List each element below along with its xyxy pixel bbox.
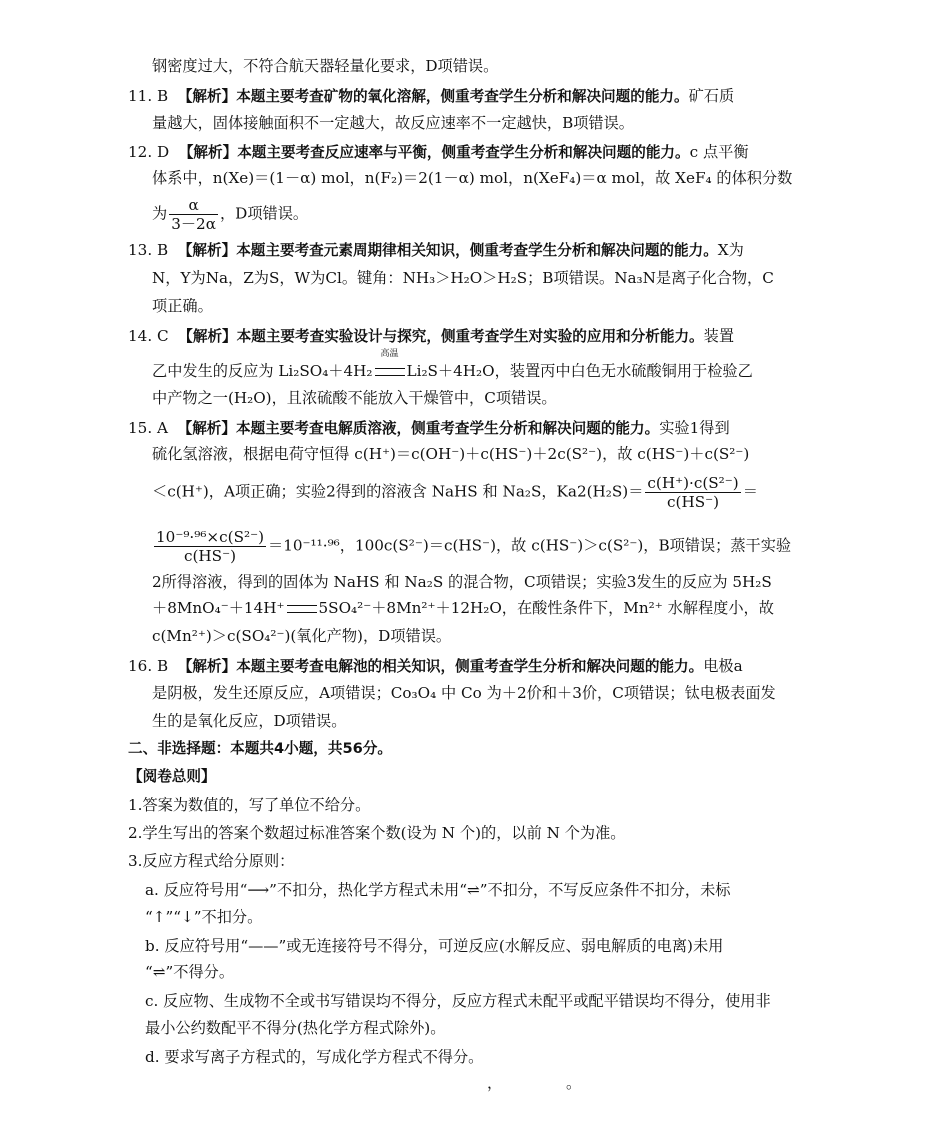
question-number: 16. B bbox=[128, 657, 169, 675]
text: 矿石质 bbox=[688, 87, 735, 105]
text-line: 生的是氧化反应，D项错误。 bbox=[152, 712, 347, 730]
text-line: 体系中，n(Xe)＝(1－α) mol，n(F₂)＝2(1－α) mol，n(XeF₄)＝α mol，故 XeF₄ 的体积分数 bbox=[152, 169, 793, 187]
question-13 bbox=[128, 240, 744, 261]
rule-subitem: “↑”“↓”不扣分。 bbox=[145, 908, 263, 926]
text-line: 钢密度过大，不符合航天器轻量化要求，D项错误。 bbox=[152, 57, 499, 75]
text: c 点平衡 bbox=[689, 143, 749, 161]
question-16 bbox=[128, 656, 743, 677]
reaction-arrow bbox=[373, 349, 407, 381]
text-line-fraction bbox=[152, 474, 758, 511]
rule-item: 3.反应方程式给分原则： bbox=[128, 852, 295, 870]
text-line: c(Mn²⁺)＞c(SO₄²⁻)(氧化产物)，D项错误。 bbox=[152, 627, 452, 645]
section-heading: 二、非选择题：本题共4小题，共56分。 bbox=[128, 740, 392, 757]
rule-item: 1.答案为数值的，写了单位不给分。 bbox=[128, 796, 371, 814]
text: ＜c(H⁺)，A项正确；实验2得到的溶液含 NaHS 和 Na₂S，Ka2(H₂S)＝ bbox=[152, 482, 644, 501]
fraction bbox=[169, 196, 218, 233]
rule-item: 2.学生写出的答案个数超过标准答案个数(设为 N 个)的，以前 N 个为准。 bbox=[128, 824, 626, 842]
text: ，D项错误。 bbox=[219, 204, 309, 223]
text-line: 2所得溶液，得到的固体为 NaHS 和 Na₂S 的混合物，C项错误；实验3发生的反应为 5H₂S bbox=[152, 573, 772, 591]
analysis-heading: 【解析】本题主要考查矿物的氧化溶解，侧重考查学生分析和解决问题的能力。 bbox=[177, 88, 689, 105]
text: 实验1得到 bbox=[659, 419, 730, 437]
question-11 bbox=[128, 86, 734, 107]
footer-mark: ， bbox=[487, 1074, 503, 1092]
rules-title: 【阅卷总则】 bbox=[128, 768, 216, 785]
text-line-equation bbox=[152, 598, 774, 618]
rule-subitem: d. 要求写离子方程式的，写成化学方程式不得分。 bbox=[145, 1048, 484, 1066]
question-14 bbox=[128, 326, 734, 347]
question-12 bbox=[128, 142, 749, 163]
text: 装置 bbox=[703, 327, 735, 345]
footer-mark: 。 bbox=[566, 1074, 582, 1092]
numerator: 10⁻⁹·⁹⁶×c(S²⁻) bbox=[156, 528, 265, 546]
text: ＝ bbox=[742, 482, 758, 501]
text-line-equation bbox=[152, 349, 753, 381]
denominator: c(HS⁻) bbox=[667, 493, 720, 511]
question-number: 11. B bbox=[128, 87, 169, 105]
text-line: 量越大，固体接触面积不一定越大，故反应速率不一定越快，B项错误。 bbox=[152, 114, 634, 132]
text: Li₂S＋4H₂O，装置丙中白色无水硫酸铜用于检验乙 bbox=[406, 362, 753, 380]
analysis-heading: 【解析】本题主要考查元素周期律相关知识，侧重考查学生分析和解决问题的能力。 bbox=[177, 242, 718, 259]
equals-sign bbox=[287, 605, 317, 613]
text-line-fraction bbox=[152, 528, 791, 565]
text: ＋8MnO₄⁻＋14H⁺ bbox=[152, 599, 285, 617]
text-line: 是阴极，发生还原反应，A项错误；Co₃O₄ 中 Co 为＋2价和＋3价，C项错误；钛电极表面发 bbox=[152, 684, 776, 702]
rule-subitem: a. 反应符号用“⟶”不扣分，热化学方程式未用“⇌”不扣分，不写反应条件不扣分，未标 bbox=[145, 881, 731, 899]
denominator: 3－2α bbox=[171, 215, 216, 233]
text-line: 硫化氢溶液，根据电荷守恒得 c(H⁺)＝c(OH⁻)＋c(HS⁻)＋2c(S²⁻)，故 c(HS⁻)＋c(S²⁻) bbox=[152, 445, 750, 463]
analysis-heading: 【解析】本题主要考查电解质溶液，侧重考查学生分析和解决问题的能力。 bbox=[177, 420, 660, 437]
numerator: c(H⁺)·c(S²⁻) bbox=[647, 474, 739, 492]
rule-subitem: c. 反应物、生成物不全或书写错误均不得分，反应方程式未配平或配平错误均不得分，使用非 bbox=[145, 992, 771, 1010]
fraction bbox=[645, 474, 740, 511]
question-number: 13. B bbox=[128, 241, 169, 259]
text: X为 bbox=[717, 241, 744, 259]
numerator: α bbox=[169, 196, 218, 215]
text: 为 bbox=[152, 204, 168, 223]
text-line: 中产物之一(H₂O)，且浓硫酸不能放入干燥管中，C项错误。 bbox=[152, 389, 557, 407]
fraction bbox=[154, 528, 266, 565]
question-number: 14. C bbox=[128, 327, 169, 345]
rule-subitem: b. 反应符号用“——”或无连接符号不得分，可逆反应(水解反应、弱电解质的电离)未用 bbox=[145, 937, 724, 955]
analysis-heading: 【解析】本题主要考查反应速率与平衡，侧重考查学生分析和解决问题的能力。 bbox=[178, 144, 690, 161]
text-line: N，Y为Na，Z为S，W为Cl。键角：NH₃＞H₂O＞H₂S；B项错误。Na₃N是离子化合物，C bbox=[152, 269, 774, 287]
question-number: 15. A bbox=[128, 419, 168, 437]
analysis-heading: 【解析】本题主要考查电解池的相关知识，侧重考查学生分析和解决问题的能力。 bbox=[177, 658, 704, 675]
question-number: 12. D bbox=[128, 143, 170, 161]
text-line-fraction bbox=[152, 196, 308, 233]
text: ＝10⁻¹¹·⁹⁶，100c(S²⁻)＝c(HS⁻)，故 c(HS⁻)＞c(S²⁻)，B项错误；蒸干实验 bbox=[268, 536, 792, 555]
rule-subitem: 最小公约数配平不得分(热化学方程式除外)。 bbox=[145, 1019, 446, 1037]
text: 5SO₄²⁻＋8Mn²⁺＋12H₂O，在酸性条件下，Mn²⁺ 水解程度小，故 bbox=[318, 599, 774, 617]
text: 电极a bbox=[703, 657, 743, 675]
text: 乙中发生的反应为 Li₂SO₄＋4H₂ bbox=[152, 362, 373, 380]
denominator: c(HS⁻) bbox=[184, 547, 237, 565]
question-15 bbox=[128, 418, 730, 439]
rule-subitem: “⇌”不得分。 bbox=[145, 963, 235, 981]
text-line: 项正确。 bbox=[152, 297, 213, 315]
analysis-heading: 【解析】本题主要考查实验设计与探究，侧重考查学生对实验的应用和分析能力。 bbox=[178, 328, 704, 345]
reaction-condition: 高温 bbox=[380, 349, 399, 359]
